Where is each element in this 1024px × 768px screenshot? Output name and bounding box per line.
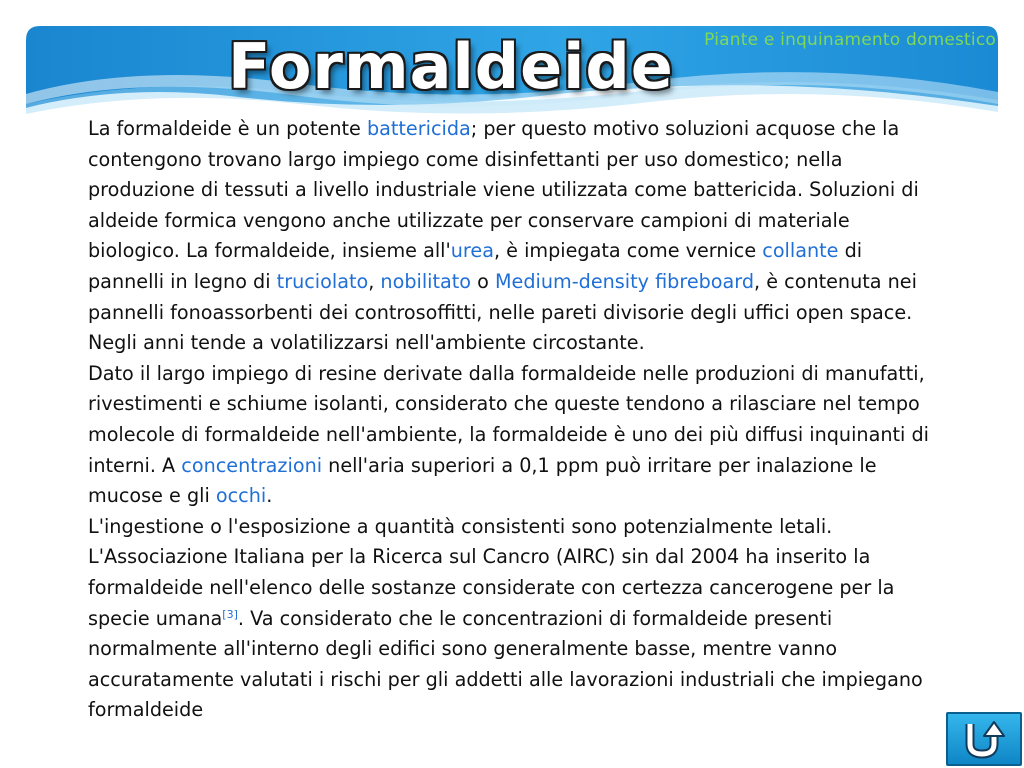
inline-link[interactable]: concentrazioni [181,453,323,477]
paragraph [88,114,938,359]
paragraph-text: La formaldeide è un potente [88,117,367,140]
inline-link[interactable]: truciolato [276,269,369,293]
reference-link[interactable]: [3] [222,607,238,621]
inline-link[interactable]: battericida [366,117,471,140]
inline-link[interactable]: Medium-density fibreboard [495,269,755,293]
section-link[interactable]: Piante e inquinamento domestico [704,30,996,50]
paragraph-text: . Va considerato che le concentrazioni di formaldeide presenti normalmente all'interno degli edifici sono generalmente basse, mentre vanno accuratamente valutati i rischi per gli addetti alle lavorazioni industriali che impiegano formaldeide [88,606,923,722]
paragraph-text: ; per questo motivo soluzioni acquose che la contengono trovano largo impiego come disinfettanti per uso domestico; nella produzione di tessuti a livello industriale viene utilizzata come battericida. Soluzioni di aldeide formica vengono anche utilizzate per conservare campioni di materiale biologico. La formaldeide, insieme all' [88,117,919,263]
paragraph-text: nell'aria superiori a 0,1 ppm può irritare per inalazione le mucose e gli [88,453,877,508]
page-title: Formaldeide [228,30,674,103]
paragraph-text: Dato il largo impiego di resine derivate dalla formaldeide nelle produzioni di manufatti, rivestimenti e schiume isolanti, considerato che queste tendono a rilasciare nel tempo molecole di formaldeide nell'ambiente, la formaldeide è uno dei più diffusi inquinanti di interni. A [88,361,929,477]
inline-link[interactable]: urea [450,239,494,263]
paragraph-text: , [368,269,381,293]
paragraph-text: . [266,484,273,508]
u-turn-back-arrow-icon [960,720,1008,760]
paragraph-text: L'ingestione o l'esposizione a quantità consistenti sono potenzialmente letali. L'Associazione Italiana per la Ricerca sul Cancro (AIRC) sin dal 2004 ha inserito la formaldeide nell'elenco delle sostanze considerate con certezza cancerogene per la specie umana [88,514,895,630]
inline-link[interactable]: collante [762,239,839,263]
paragraph-text: , è contenuta nei pannelli fonoassorbenti dei controsoffitti, nelle pareti divisorie degli uffici open space. Negli anni tende a volatilizzarsi nell'ambiente circostante. [88,269,917,355]
paragraph-text: di pannelli in legno di [88,239,863,293]
paragraph-text: , è impiegata come vernice [493,239,763,263]
paragraph [88,512,938,726]
inline-link[interactable]: occhi [215,484,267,508]
back-button[interactable] [946,712,1022,766]
article-body [88,114,938,726]
paragraph [88,359,938,512]
paragraph-text: o [471,269,495,293]
inline-link[interactable]: nobilitato [380,269,472,293]
